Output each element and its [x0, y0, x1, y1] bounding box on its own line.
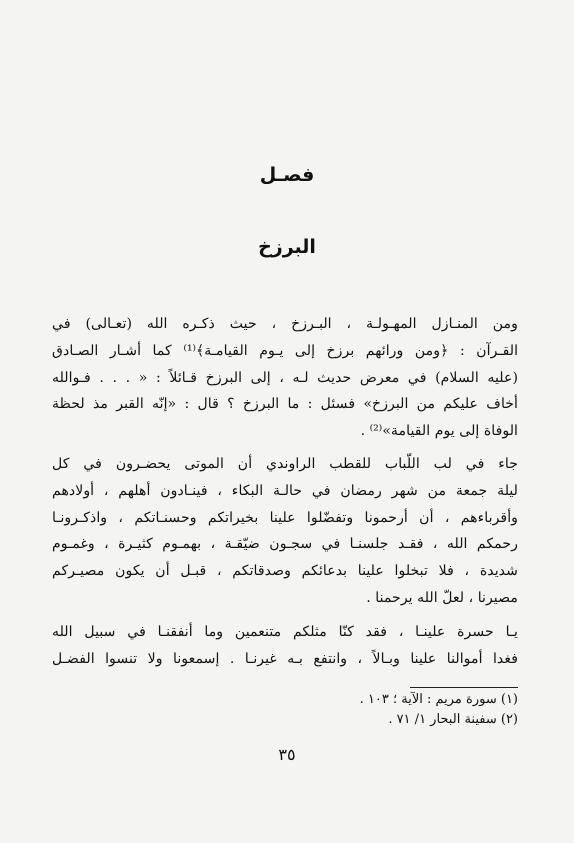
text-line: الوفاة إلى يوم القيامة»⁽²⁾ . [360, 423, 518, 440]
text-line: ومن المنـازل المهـولـة ، البـرزخ ، حيث ذكـره الله (تعـالى) في [52, 316, 518, 332]
paragraph-1 [52, 311, 518, 445]
text-line: جاء في لب اللّباب للقطب الراوندي أن الموتى يحضـرون في كل [52, 456, 518, 472]
page-number: ٣٥ [278, 745, 296, 764]
footnote-1: (١) سورة مريم : الآية ؛ ١٠٣ . [359, 692, 518, 707]
paragraph-2 [52, 451, 518, 612]
text-line: (عليه السلام) في معرض حديث لـه ، إلى البرزخ قـائلاً : « . . . فـوالله [52, 369, 518, 386]
footnote-2: (٢) سفينة البحار ١/ ٧١ . [388, 712, 518, 727]
text-line: أخاف عليكم من البرزخ» فسئل : ما البرزخ ؟ قال : «إنّه القبر مذ لحظة [52, 396, 518, 413]
text-line: القـرآن : ﴿ومن ورائهم برزخ إلى يـوم القيامـة﴾⁽¹⁾ كما أشـار الصـادق [52, 342, 518, 359]
footnote-divider [410, 687, 518, 688]
text-line: فغدا أموالنا علينا وبـالاً ، وانتفع بـه غيرنـا . إسمعونا ولا تنسوا الفضـل [52, 650, 518, 667]
text-line: رحمكم الله ، فقـد جلسنـا في سجـون ضيّقـة ، بهمـوم كثيـرة ، وغمـوم [52, 536, 518, 553]
section-title: البرزخ [258, 236, 316, 258]
text-line: وأقرباءهم ، أن أرحمونا وتفضّلوا علينا بخيراتكم وحسنـاتكم ، واذكـرونـا [52, 509, 518, 526]
text-line: ليلة جمعة من شهر رمضان في حالـة البكاء ، فينـادون أهلهم ، أولادهم [52, 482, 518, 499]
text-line: شديدة ، فلا تبخلوا علينا بدعائكم وصدقاتكم ، قبـل أن يكون مصيـركم [52, 563, 518, 580]
paragraph-3 [52, 619, 518, 673]
text-line: مصيرنا ، لعلّ الله يرحمنا . [366, 589, 518, 606]
chapter-heading: فصـل [259, 164, 315, 186]
text-line: يـا حسرة علينـا ، فقد كنّا مثلكم متنعمين وما أنفقنـا في سبيل الله [52, 624, 518, 640]
